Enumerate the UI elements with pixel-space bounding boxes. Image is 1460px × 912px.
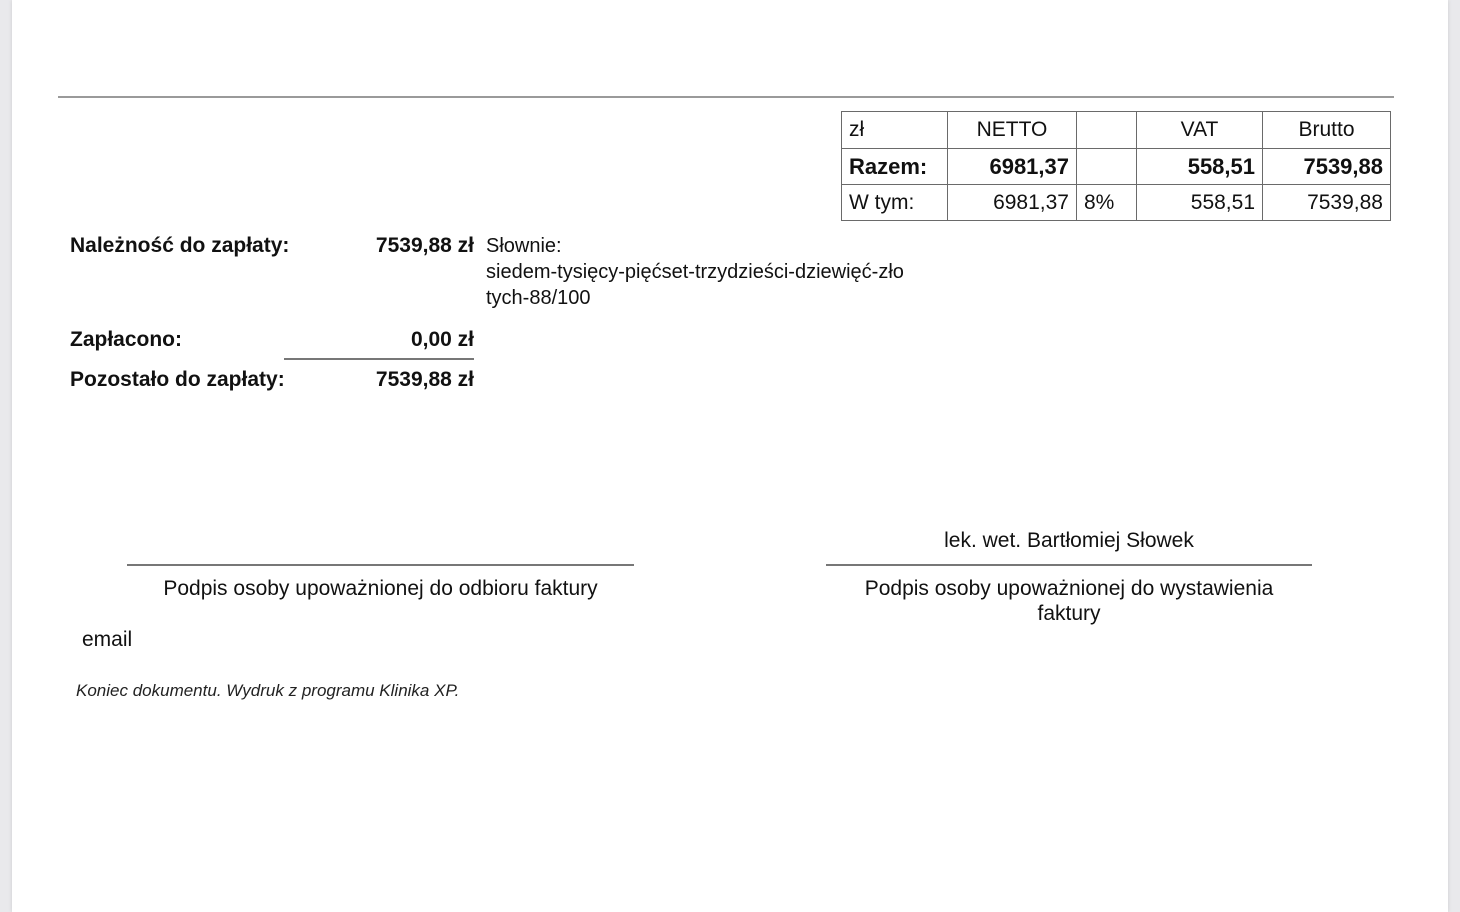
email-label: email <box>82 628 133 651</box>
words-label: Słownie: <box>486 235 562 257</box>
header-brutto: Brutto <box>1263 112 1391 149</box>
document-footer: Koniec dokumentu. Wydruk z programu Klinika XP. <box>76 681 460 700</box>
remaining-label: Pozostało do zapłaty: <box>70 368 285 391</box>
paid-divider <box>284 358 474 360</box>
sum-rate <box>1077 149 1137 185</box>
detail-rate: 8% <box>1077 185 1137 221</box>
invoice-page <box>12 0 1448 912</box>
issuer-caption-line-1: Podpis osoby upoważnionej do wystawienia <box>864 577 1274 600</box>
totals-detail-row <box>842 185 1391 221</box>
sum-vat: 558,51 <box>1137 149 1263 185</box>
amount-due-value: 7539,88 zł <box>375 234 474 257</box>
sum-netto: 6981,37 <box>948 149 1077 185</box>
sum-brutto: 7539,88 <box>1263 149 1391 185</box>
sum-label: Razem: <box>842 149 948 185</box>
paid-label: Zapłacono: <box>70 328 183 351</box>
amount-due-label: Należność do zapłaty: <box>70 234 290 257</box>
issuer-signature-caption <box>826 576 1312 626</box>
amount-in-words <box>486 233 956 311</box>
receiver-signature-line <box>127 564 634 566</box>
header-netto: NETTO <box>948 112 1077 149</box>
header-vat: VAT <box>1137 112 1263 149</box>
detail-brutto: 7539,88 <box>1263 185 1391 221</box>
detail-vat: 558,51 <box>1137 185 1263 221</box>
detail-label: W tym: <box>842 185 948 221</box>
receiver-signature-caption: Podpis osoby upoważnionej do odbioru faktury <box>163 577 598 600</box>
issuer-signature-line <box>826 564 1312 566</box>
detail-netto: 6981,37 <box>948 185 1077 221</box>
top-divider <box>58 96 1394 98</box>
words-line-2: tych-88/100 <box>486 287 591 309</box>
words-line-1: siedem-tysięcy-pięćset-trzydzieści-dziewięć-zło <box>486 261 904 283</box>
totals-sum-row <box>842 149 1391 185</box>
totals-table <box>841 111 1391 221</box>
paid-value: 0,00 zł <box>410 328 474 351</box>
totals-header-row <box>842 112 1391 149</box>
header-currency: zł <box>842 112 948 149</box>
remaining-value: 7539,88 zł <box>375 368 474 391</box>
issuer-caption-line-2: faktury <box>1037 602 1101 625</box>
header-rate <box>1077 112 1137 149</box>
issuer-name: lek. wet. Bartłomiej Słowek <box>944 529 1194 552</box>
